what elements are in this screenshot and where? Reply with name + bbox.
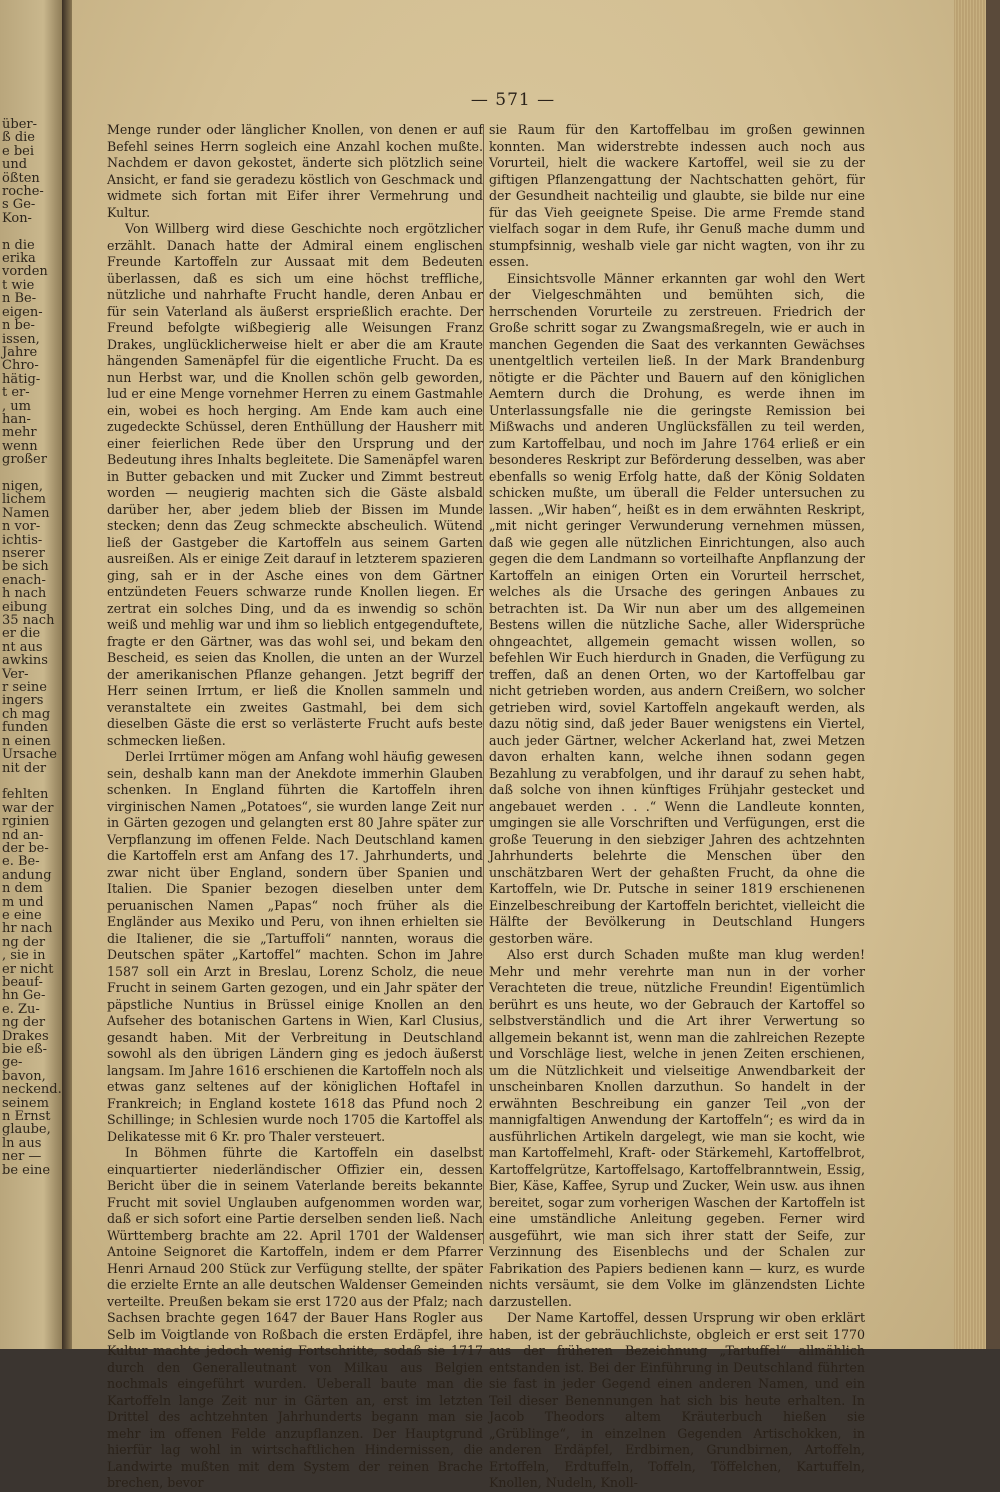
left-page-edge [0,0,62,1349]
column-divider [483,124,484,1244]
paragraph: Der Name Kartoffel, dessen Ursprung wir oben erklärt haben, ist der gebräuchlichste, obgleich er erst seit 1770 aus der früheren Bezeichnung „Tartuffel“ allmählich entstanden ist. Bei der Einführung in Deutschland führten sie fast in jeder Gegend einen anderen Namen, und ein Teil dieser Benennungen hat sich bis heute erhalten. In Jacob Theodors altem Kräuterbuch hießen sie „Grüblinge“, in einzelnen Gegenden Artischokken, in anderen Erdäpfel, Erdbirnen, Grundbirnen, Artoffeln, Ertoffeln, Erdtuffeln, Toffeln, Töffelchen, Kartuffeln, Knollen, Nudeln, Knoll- [489,1310,865,1490]
right-page [72,0,954,1490]
book-cover-edge [986,0,1000,1349]
paragraph: Von Willberg wird diese Geschichte noch ergötzlicher erzählt. Danach hatte der Admiral einem englischen Freunde Kartoffeln zur Aussaat mit dem Bedeuten überlassen, daß es sich um eine höchst treffliche, nützliche und nahrhafte Frucht handle, deren Anbau er für sein Vaterland als äußerst ersprießlich erachte. Der Freund befolgte wißbegierig alle Weisungen Franz Drakes, unglücklicherweise hielt er aber die am Kraute hängenden Samenäpfel für die eigentliche Frucht. Da es nun Herbst war, und die Knollen schön gelb geworden, lud er eine Menge vornehmer Herren zu einem Gastmahle ein, wobei es hoch herging. Am Ende kam auch eine zugedeckte Schüssel, deren Enthüllung der Hausherr mit einer feierlichen Rede über den Ursprung und der Bedeutung ihres Inhalts begleitete. Die Samenäpfel waren in Butter gebacken und mit Zucker und Zimmt bestreut worden — neugierig machten sich die Gäste alsbald darüber her, aber jedem blieb der Bissen im Munde stecken; denn das Zeug schmeckte abscheulich. Wütend ließ der Gastgeber die Kartoffeln aus seinem Garten ausreißen. Als er einige Zeit darauf in letzterem spazieren ging, sah er in der Asche eines von dem Gärtner entzündeten Feuers schwarze runde Knollen liegen. Er zertrat ein solches Ding, und da es inwendig so schön weiß und mehlig war und ihm so lieblich entgegenduftete, fragte er den Gärtner, was das wohl sei, und bekam den Bescheid, es seien das Knollen, die unten an der Wurzel der amerikanischen Pflanze gehangen. Jetzt begriff der Herr seinen Irrtum, er ließ die Knollen sammeln und veranstaltete ein zweites Gastmahl, bei dem sich dieselben Gäste die erst so verlästerte Frucht aufs beste schmecken ließen. [107,221,483,748]
paragraph: In Böhmen führte die Kartoffeln ein daselbst einquartierter niederländischer Offizier ein, dessen Bericht über die in seinem Vaterlande bereits bekannte Frucht mit soviel Unglauben aufgenommen worden war, daß er sich sofort eine Partie derselben senden ließ. Nach Württemberg brachte am 22. April 1701 der Waldenser Antoine Seignoret die Kartoffeln, indem er dem Pfarrer Henri Arnaud 200 Stück zur Verfügung stellte, der später die erzielte Ernte an alle deutschen Waldenser Gemeinden verteilte. Preußen bekam sie erst 1720 aus der Pfalz; nach Sachsen brachte gegen 1647 der Bauer Hans Rogler aus Selb im Voigtlande von Roßbach die ersten Erdäpfel, ihre Kultur machte jedoch wenig Fortschritte, sodaß sie 1717 durch den Generalleutnant von Milkau aus Belgien nochmals eingeführt wurden. Ueberall baute man die Kartoffeln lange Zeit nur in Gärten an, erst im letzten Drittel des achtzehnten Jahrhunderts begann man sie mehr im offenen Felde anzupflanzen. Der Hauptgrund hierfür lag wohl in wirtschaftlichen Hindernissen, die Landwirte mußten mit dem System der reinen Brache brechen, bevor [107,1145,483,1490]
left-page-text-fragment: über- ß die e bei und ößten roche- s Ge- Kon- n die erika vorden t wie n Be- eigen- n be- issen, Jahre Chro- hätig- t er- , um han- mehr wenn großer nigen, lichem Namen n vor- ichtis- nserer be sich enach- h nach eibung 35 nach er die nt aus awkins Ver- r seine ingers ch mag funden n einen Ursache nit der fehlten war der rginien nd an- der be- e. Be- andung n dem m und e eine hr nach ng der , sie in er nicht beauf- hn Ge- e. Zu- ng der Drakes bie eß- ge- bavon, neckend. seinem n Ernst glaube, ln aus ner — be eine [2,117,62,1178]
paragraph: Einsichtsvolle Männer erkannten gar wohl den Wert der Vielgeschmähten und bemühten sich, die herrschenden Vorurteile zu zerstreuen. Friedrich der Große schritt sogar zu Zwangsmaßregeln, wie er auch in manchen Gegenden die Saat des verkannten Gewächses unentgeltlich verteilen ließ. In der Mark Brandenburg nötigte er die Pächter und Bauern auf den königlichen Aemtern durch die Drohung, es werde ihnen im Unterlassungsfalle nie die geringste Remission bei Mißwachs und anderen Unglücksfällen zu teil werden, zum Kartoffelbau, und noch im Jahre 1764 erließ er ein besonderes Reskript zur Beförderung desselben, was aber ebenfalls so wenig Erfolg hatte, daß der König Soldaten schicken mußte, um überall die Felder untersuchen zu lassen. „Wir haben“, heißt es in dem erwähnten Reskript, „mit nicht geringer Verwunderung vernehmen müssen, daß wie gegen alle nützlichen Einrichtungen, also auch gegen die dem Landmann so vorteilhafte Anpflanzung der Kartoffeln an einigen Orten ein Vorurteil herrschet, welches als die Ursache des geringen Anbaues zu betrachten ist. Da Wir nun aber um des allgemeinen Bestens willen die nützliche Sache, aller Widersprüche ohngeachtet, allgemein gemacht wissen wollen, so befehlen Wir Euch hierdurch in Gnaden, die Verfügung zu treffen, daß an denen Orten, wo der Kartoffelbau gar nicht getrieben worden, aus andern Creißern, wo solcher getrieben wird, soviel Kartoffeln angekauft werden, als dazu nötig sind, daß jeder Bauer wenigstens ein Viertel, auch jeder Gärtner, welcher Ackerland hat, zwei Metzen davon erhalten kann, welche ihnen sodann gegen Bezahlung zu verabfolgen, und ihr darauf zu sehen habt, daß solche von ihnen künftiges Frühjahr gestecket und angebauet werden . . .“ Wenn die Landleute konnten, umgingen sie alle Vorschriften und Verfügungen, erst die große Teuerung in den siebziger Jahren des achtzehnten Jahrhunderts belehrte die Menschen über den unschätzbaren Wert der gehaßten Frucht, da ohne die Kartoffeln, wie Dr. Putsche in seiner 1819 erschienenen Einzelbeschreibung der Kartoffeln berichtet, vielleicht die Hälfte der Bevölkerung in Deutschland Hungers gestorben wäre. [489,270,865,946]
paragraph: Derlei Irrtümer mögen am Anfang wohl häufig gewesen sein, deshalb kann man der Anekdote immerhin Glauben schenken. In England führten die Kartoffeln ihren virginischen Namen „Potatoes“, sie wurden lange Zeit nur in Gärten gezogen und gelangten erst 80 Jahre später zur Verpflanzung im offenen Felde. Nach Deutschland kamen die Kartoffeln erst am Anfang des 17. Jahrhunderts, und zwar nicht über England, sondern über Spanien und Italien. Die Spanier bezogen dieselben unter dem peruanischen Namen „Papas“ noch früher als die Engländer aus Mexiko und Peru, von ihnen erhielten sie die Italiener, die sie „Tartuffoli“ nannten, woraus die Deutschen später „Kartoffel“ machten. Schon im Jahre 1587 soll ein Arzt in Breslau, Lorenz Scholz, die neue Frucht in seinem Garten gezogen, und ein Jahr später der päpstliche Nuntius in Brüssel einige Knollen an den Aufseher des botanischen Gartens in Wien, Karl Clusius, gesandt haben. Mit der Verbreitung in Deutschland sowohl als den übrigen Ländern ging es jedoch äußerst langsam. Im Jahre 1616 erschienen die Kartoffeln noch als etwas ganz seltenes auf der königlichen Hoftafel in Frankreich; in England kostete 1618 das Pfund noch 2 Schillinge; in Schlesien wurde noch 1705 die Kartoffel als Delikatesse mit 6 Kr. pro Thaler versteuert. [107,749,483,1144]
paragraph: sie Raum für den Kartoffelbau im großen gewinnen konnten. Man widerstrebte indessen auch noch aus Vorurteil, hielt die wackere Kartoffel, weil sie zu der giftigen Pflanzengattung der Nachtschatten gehört, für der Gesundheit nachteilig und glaubte, sie bilde nur eine für das Vieh geeignete Speise. Die arme Fremde stand vielfach sogar in dem Rufe, ihr Genuß mache dumm und stumpfsinnig, weshalb viele gar nicht wagten, von ihr zu essen. [489,122,865,269]
book-gutter [62,0,72,1349]
paragraph: Also erst durch Schaden mußte man klug werden! Mehr und mehr verehrte man nun in der vorher Verachteten die treue, nützliche Freundin! Eigentümlich berührt es uns heute, wo der Gebrauch der Kartoffel so selbstverständlich und die Art ihrer Verwertung so allgemein bekannt ist, wenn man die zahlreichen Rezepte und Vorschläge liest, welche in jenen Zeiten erschienen, um die Nützlichkeit und vielseitige Anwendbarkeit der unscheinbaren Knollen darzuthun. So handelt in der erwähnten Beschreibung ein ganzer Teil „von der mannigfaltigen Anwendung der Kartoffeln“; es wird da in ausführlichen Artikeln dargelegt, wie man sie kocht, wie man Kartoffelmehl, Kraft- oder Stärkemehl, Kartoffelbrot, Kartoffelgrütze, Kartoffelsago, Kartoffelbranntwein, Essig, Bier, Käse, Kaffee, Syrup und Zucker, Wein usw. aus ihnen bereitet, sogar zum vorherigen Waschen der Kartoffeln ist eine umständliche Anleitung gegeben. Ferner wird ausgeführt, wie man sich ihrer statt der Seife, zur Verzinnung des Eisenblechs und der Schalen zur Fabrikation des Papiers bedienen kann — kurz, es wurde nichts versäumt, sie dem Volke im glänzendsten Lichte darzustellen. [489,947,865,1309]
page-stack-edge [954,0,1000,1349]
page-number: — 571 — [470,90,556,110]
right-column [489,122,865,1492]
left-column [107,122,483,1492]
paragraph: Menge runder oder länglicher Knollen, von denen er auf Befehl seines Herrn sogleich eine Anzahl kochen mußte. Nachdem er davon gekostet, änderte sich plötzlich seine Ansicht, er fand sie geradezu köstlich von Geschmack und widmete sich fortan mit Eifer ihrer Vermehrung und Kultur. [107,122,483,220]
